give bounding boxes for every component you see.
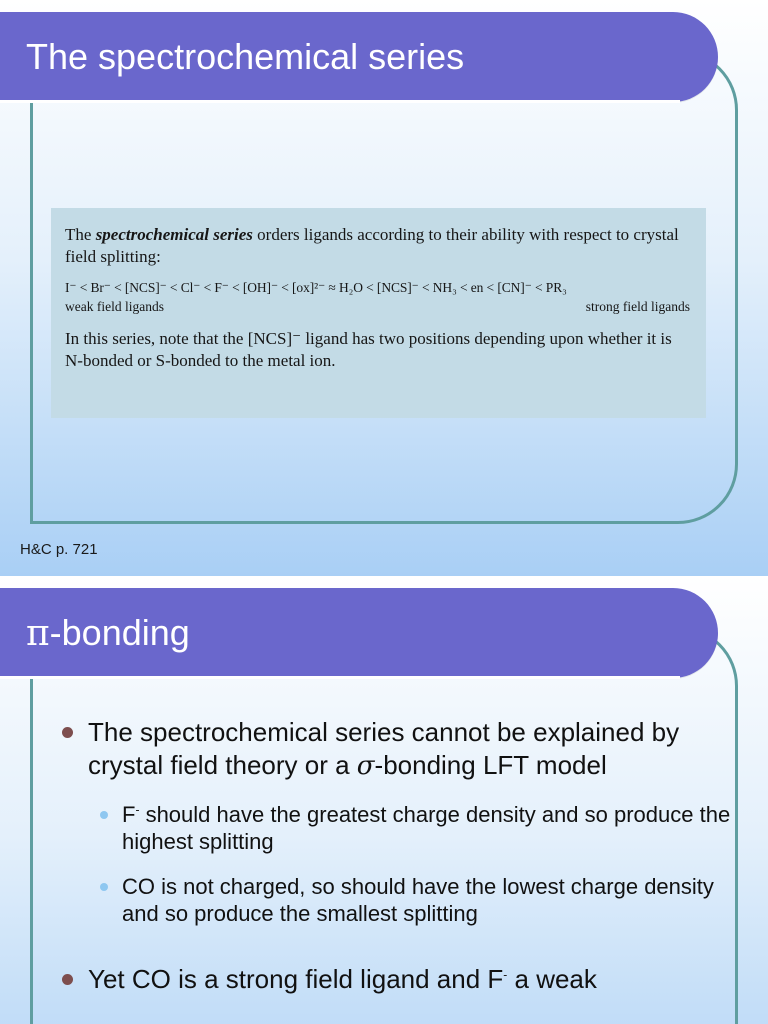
figure-intro-post: orders ligands according to their ability with respect to crystal field splitting:: [65, 225, 679, 266]
slide-pi-bonding: [0, 576, 768, 1024]
citation-footer: H&C p. 721: [20, 541, 98, 558]
bullet-list: [62, 716, 742, 996]
bullet-marker-icon: [62, 974, 73, 985]
bullet-marker-icon: [62, 727, 73, 738]
pi-symbol: π: [26, 613, 50, 654]
figure-intro-term: spectrochemical series: [95, 225, 253, 244]
bullet1-text-pre: The spectrochemical series cannot be explained by crystal field theory or a: [88, 717, 680, 780]
figure-intro: [65, 224, 690, 268]
bullet2-text-post: a weak: [507, 964, 597, 994]
bullet-item: [62, 963, 742, 996]
bullet2-text-pre: Yet CO is a strong field ligand and F: [88, 964, 504, 994]
sub-bullet-item: [62, 873, 742, 927]
slide-title: [26, 612, 190, 654]
title-underline: [0, 100, 680, 103]
weak-field-label: weak field ligands: [65, 299, 164, 314]
bullet2-charge: -: [503, 967, 508, 982]
sub1-charge: -: [135, 802, 140, 817]
figure-intro-pre: The: [65, 225, 96, 244]
slide-title: The spectrochemical series: [26, 36, 465, 77]
sigma-symbol: σ: [356, 751, 375, 781]
bullet1-text-post: -bonding LFT model: [374, 750, 607, 780]
title-rest: -bonding: [49, 612, 190, 653]
ligand-series: I⁻ < Br⁻ < [NCS]⁻ < Cl⁻ < F⁻ < [OH]⁻ < [ox]²⁻ ≈ H₂O < [NCS]⁻ < NH₃ < en < [CN]⁻ < PR₃: [65, 280, 567, 295]
figure-note: In this series, note that the [NCS]⁻ ligand has two positions depending upon whether it is N-bonded or S-bonded to the metal ion.: [65, 329, 672, 370]
field-strength-labels: [65, 299, 690, 315]
title-underline: [0, 676, 680, 679]
sub-bullet-marker-icon: [100, 811, 108, 819]
sub1-lead: F: [122, 802, 136, 827]
bullet-item: [62, 716, 742, 783]
sub-bullet-item: [62, 801, 742, 855]
sub1-rest: should have the greatest charge density and so produce the highest splitting: [122, 802, 731, 854]
sub2-text: CO is not charged, so should have the lowest charge density and so produce the smallest splitting: [122, 874, 714, 926]
strong-field-label: strong field ligands: [585, 299, 690, 314]
sub-bullet-marker-icon: [100, 883, 108, 891]
textbook-excerpt-figure: [51, 208, 706, 418]
